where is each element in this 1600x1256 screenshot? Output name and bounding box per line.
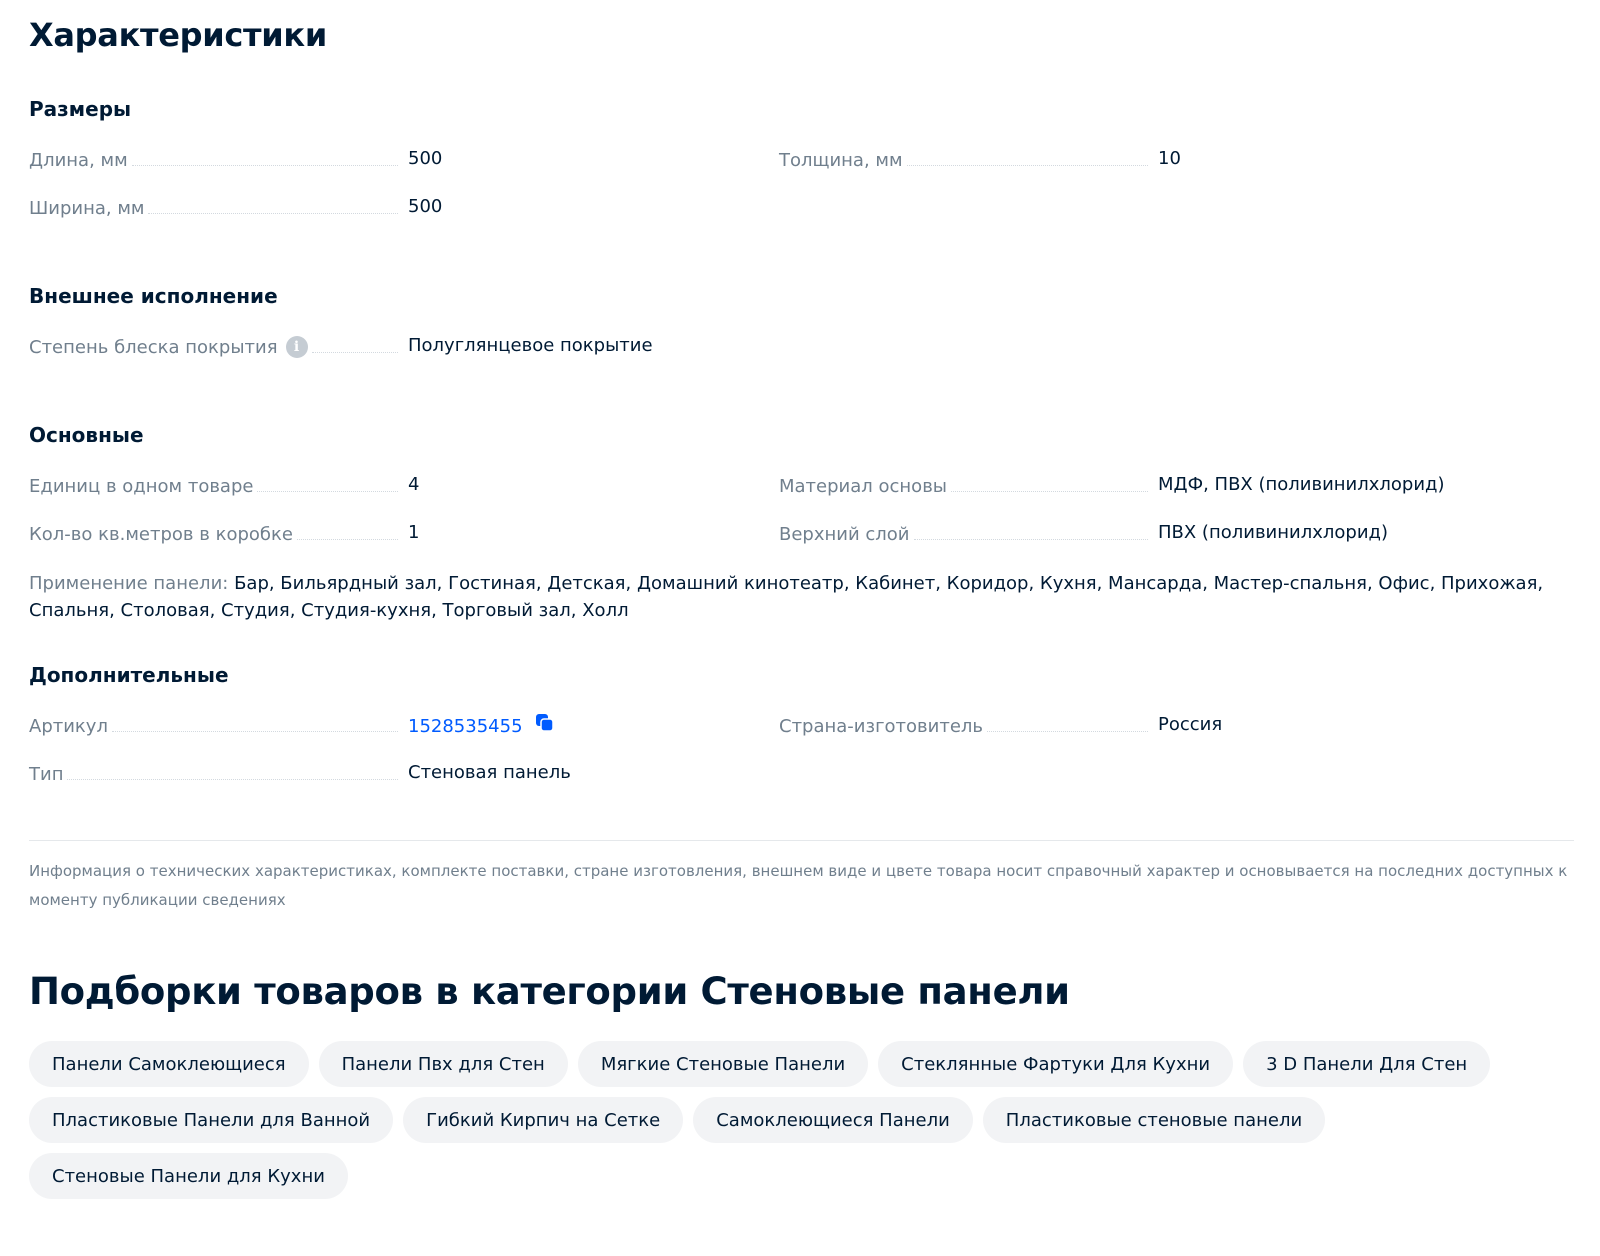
spec-row-length bbox=[29, 147, 404, 171]
page-title: Характеристики bbox=[29, 16, 327, 54]
spec-row-thickness bbox=[779, 147, 1154, 171]
spec-label bbox=[29, 336, 308, 358]
spec-label: Верхний слой bbox=[779, 524, 910, 545]
spec-value-material: МДФ, ПВХ (поливинилхлорид) bbox=[1158, 474, 1445, 495]
spec-value-top-layer: ПВХ (поливинилхлорид) bbox=[1158, 522, 1388, 543]
section-title-appearance: Внешнее исполнение bbox=[29, 284, 278, 308]
spec-row-top-layer bbox=[779, 521, 1154, 545]
dotted-leader bbox=[148, 212, 398, 214]
spec-value-gloss: Полуглянцевое покрытие bbox=[408, 335, 653, 356]
disclaimer-text: Информация о технических характеристиках, комплекте поставки, стране изготовления, внешнем виде и цвете товара носит справочный характер и основывается на последних доступных к моменту публикации сведениях bbox=[29, 862, 1568, 909]
copy-icon[interactable] bbox=[535, 713, 555, 740]
spec-row-units bbox=[29, 473, 404, 497]
dotted-leader bbox=[67, 778, 398, 780]
collection-chip[interactable]: Пластиковые стеновые панели bbox=[983, 1097, 1325, 1143]
spec-value-length: 500 bbox=[408, 148, 443, 169]
dotted-leader bbox=[914, 538, 1149, 540]
spec-row-gloss bbox=[29, 334, 404, 358]
spec-row-sqm bbox=[29, 521, 404, 545]
section-title-main: Основные bbox=[29, 423, 144, 447]
dotted-leader bbox=[907, 164, 1148, 166]
spec-value-application: Бар, Бильярдный зал, Гостиная, Детская, Домашний кинотеатр, Кабинет, Коридор, Кухня, Мансарда, Мастер-спальня, Офис, Прихожая, Спальня, Столовая, Студия, Студия-кухня, Торговый зал, Холл bbox=[29, 573, 1544, 621]
spec-label: Тип bbox=[29, 764, 64, 785]
spec-value-width: 500 bbox=[408, 196, 443, 217]
collection-chip[interactable]: Самоклеющиеся Панели bbox=[693, 1097, 973, 1143]
collections-chips bbox=[29, 1041, 1529, 1199]
divider bbox=[29, 840, 1574, 841]
spec-row-material bbox=[779, 473, 1154, 497]
spec-row-country bbox=[779, 713, 1154, 737]
spec-label: Материал основы bbox=[779, 476, 948, 497]
section-title-extra: Дополнительные bbox=[29, 663, 229, 687]
collection-chip[interactable]: Пластиковые Панели для Ванной bbox=[29, 1097, 393, 1143]
spec-label: Кол-во кв.метров в коробке bbox=[29, 524, 293, 545]
collection-chip[interactable]: Панели Самоклеющиеся bbox=[29, 1041, 309, 1087]
spec-label: Толщина, мм bbox=[779, 150, 903, 171]
spec-row-application bbox=[29, 570, 1574, 624]
collections-title: Подборки товаров в категории Стеновые панели bbox=[29, 970, 1070, 1013]
spec-value-units: 4 bbox=[408, 474, 420, 495]
spec-label: Артикул bbox=[29, 716, 108, 737]
dotted-leader bbox=[312, 351, 398, 353]
collection-chip[interactable]: 3 D Панели Для Стен bbox=[1243, 1041, 1490, 1087]
spec-value-thickness: 10 bbox=[1158, 148, 1181, 169]
dotted-leader bbox=[987, 730, 1148, 732]
dotted-leader bbox=[132, 164, 398, 166]
spec-value-type: Стеновая панель bbox=[408, 762, 571, 783]
sku-link[interactable]: 1528535455 bbox=[408, 715, 523, 737]
spec-label: Ширина, мм bbox=[29, 198, 145, 219]
collection-chip[interactable]: Гибкий Кирпич на Сетке bbox=[403, 1097, 683, 1143]
spec-label: Страна-изготовитель bbox=[779, 716, 984, 737]
spec-value-sqm: 1 bbox=[408, 522, 420, 543]
info-icon[interactable]: i bbox=[286, 336, 308, 358]
section-title-sizes: Размеры bbox=[29, 97, 132, 121]
dotted-leader bbox=[951, 490, 1148, 492]
dotted-leader bbox=[112, 730, 398, 732]
spec-label: Применение панели: bbox=[29, 573, 229, 594]
spec-label: Длина, мм bbox=[29, 150, 128, 171]
spec-row-width bbox=[29, 195, 404, 219]
spec-value-sku bbox=[408, 713, 555, 740]
spec-row-sku bbox=[29, 713, 404, 737]
spec-label: Единиц в одном товаре bbox=[29, 476, 254, 497]
dotted-leader bbox=[257, 490, 398, 492]
spec-value-country: Россия bbox=[1158, 714, 1223, 735]
spec-label-text: Степень блеска покрытия bbox=[29, 336, 278, 358]
dotted-leader bbox=[297, 538, 398, 540]
spec-row-type bbox=[29, 761, 404, 785]
collection-chip[interactable]: Стеновые Панели для Кухни bbox=[29, 1153, 348, 1199]
collection-chip[interactable]: Стеклянные Фартуки Для Кухни bbox=[878, 1041, 1233, 1087]
collection-chip[interactable]: Мягкие Стеновые Панели bbox=[578, 1041, 868, 1087]
collection-chip[interactable]: Панели Пвх для Стен bbox=[319, 1041, 568, 1087]
